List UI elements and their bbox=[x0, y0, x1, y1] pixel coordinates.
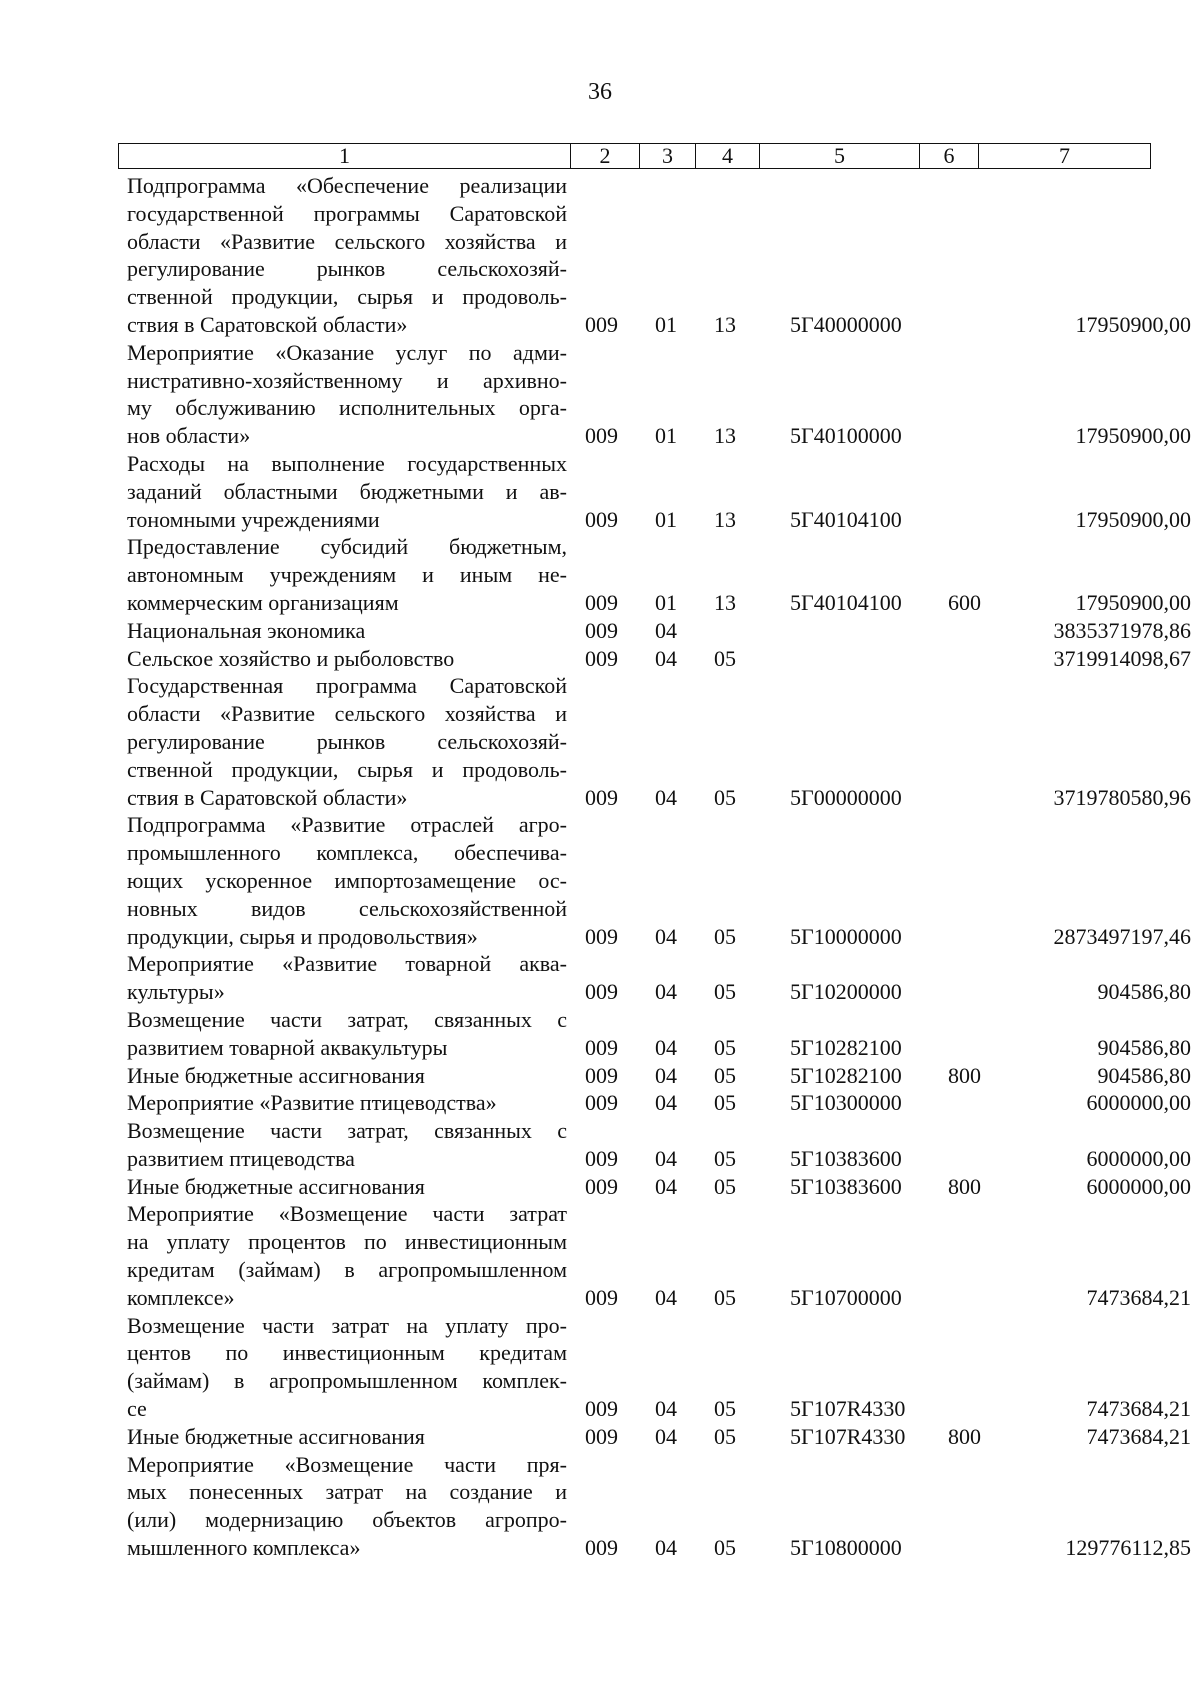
section-code: 01 bbox=[655, 423, 677, 449]
description-line: Возмещение части затрат, связанных с bbox=[127, 1118, 567, 1144]
row-description bbox=[127, 1423, 567, 1451]
description-line: государственной программы Саратовской bbox=[127, 200, 567, 226]
description-line: се bbox=[127, 1396, 147, 1422]
table-row bbox=[127, 811, 1191, 950]
amount: 17950900,00 bbox=[1075, 589, 1191, 615]
subsection-code: 05 bbox=[714, 1173, 736, 1199]
subsection-code: 13 bbox=[714, 589, 736, 615]
description-line: промышленного комплекса, обеспечива- bbox=[127, 840, 567, 866]
subsection-code: 05 bbox=[714, 1535, 736, 1561]
amount: 6000000,00 bbox=[1086, 1090, 1191, 1116]
table-row bbox=[127, 1117, 1191, 1173]
description-line: Мероприятие «Возмещение части затрат bbox=[127, 1201, 567, 1227]
description-line: Сельское хозяйство и рыболовство bbox=[127, 645, 455, 671]
target-article-code: 5Г10000000 bbox=[790, 923, 902, 949]
description-line: Мероприятие «Развитие товарной аква- bbox=[127, 951, 567, 977]
page-number: 36 bbox=[588, 79, 612, 105]
description-line: кредитам (займам) в агропромышленном bbox=[127, 1257, 567, 1283]
description-line: Расходы на выполнение государственных bbox=[127, 450, 567, 476]
amount: 17950900,00 bbox=[1075, 423, 1191, 449]
description-line: Подпрограмма «Развитие отраслей агро- bbox=[127, 812, 567, 838]
description-line: му обслуживанию исполнительных орга- bbox=[127, 395, 567, 421]
description-line: Мероприятие «Оказание услуг по адми- bbox=[127, 339, 567, 365]
row-description bbox=[127, 1006, 567, 1062]
section-code: 01 bbox=[655, 589, 677, 615]
description-line: Возмещение части затрат, связанных с bbox=[127, 1006, 567, 1032]
header-cell-3: 3 bbox=[640, 144, 696, 168]
amount: 17950900,00 bbox=[1075, 311, 1191, 337]
target-article-code: 5Г10800000 bbox=[790, 1535, 902, 1561]
table-row bbox=[127, 1200, 1191, 1311]
row-description bbox=[127, 1451, 567, 1562]
row-description bbox=[127, 1173, 567, 1201]
row-description bbox=[127, 617, 567, 645]
ministry-code: 009 bbox=[585, 645, 618, 671]
header-cell-5: 5 bbox=[760, 144, 920, 168]
amount: 904586,80 bbox=[1097, 979, 1191, 1005]
ministry-code: 009 bbox=[585, 923, 618, 949]
amount: 6000000,00 bbox=[1086, 1145, 1191, 1171]
ministry-code: 009 bbox=[585, 617, 618, 643]
section-code: 04 bbox=[655, 979, 677, 1005]
table-row bbox=[127, 617, 1191, 645]
target-article-code: 5Г107R4330 bbox=[790, 1423, 906, 1449]
description-line: Подпрограмма «Обеспечение реализации bbox=[127, 173, 567, 198]
expense-type-code: 800 bbox=[948, 1423, 981, 1449]
description-line: Иные бюджетные ассигнования bbox=[127, 1062, 425, 1088]
table-row bbox=[127, 1451, 1191, 1562]
description-line: коммерческим организациям bbox=[127, 589, 399, 615]
description-line: Предоставление субсидий бюджетным, bbox=[127, 534, 567, 560]
ministry-code: 009 bbox=[585, 311, 618, 337]
section-code: 04 bbox=[655, 645, 677, 671]
description-line: культуры» bbox=[127, 979, 225, 1005]
description-line: области «Развитие сельского хозяйства и bbox=[127, 701, 567, 727]
row-description bbox=[127, 1200, 567, 1311]
table-row bbox=[127, 1312, 1191, 1423]
expense-type-code: 800 bbox=[948, 1173, 981, 1199]
ministry-code: 009 bbox=[585, 589, 618, 615]
description-line: мых понесенных затрат на создание и bbox=[127, 1479, 567, 1505]
target-article-code: 5Г10200000 bbox=[790, 979, 902, 1005]
table-row bbox=[127, 950, 1191, 1006]
description-line: (займам) в агропромышленном комплек- bbox=[127, 1368, 567, 1394]
row-description bbox=[127, 672, 567, 811]
row-description bbox=[127, 339, 567, 450]
table-row bbox=[127, 450, 1191, 533]
target-article-code: 5Г10282100 bbox=[790, 1034, 902, 1060]
description-line: Возмещение части затрат на уплату про- bbox=[127, 1312, 567, 1338]
target-article-code: 5Г10300000 bbox=[790, 1090, 902, 1116]
description-line: (или) модернизацию объектов агропро- bbox=[127, 1507, 567, 1533]
row-description bbox=[127, 811, 567, 950]
table-row bbox=[127, 172, 1191, 339]
table-row bbox=[127, 1089, 1191, 1117]
ministry-code: 009 bbox=[585, 1173, 618, 1199]
row-description bbox=[127, 533, 567, 616]
expense-type-code: 600 bbox=[948, 589, 981, 615]
ministry-code: 009 bbox=[585, 1535, 618, 1561]
subsection-code: 05 bbox=[714, 784, 736, 810]
target-article-code: 5Г10383600 bbox=[790, 1173, 902, 1199]
description-line: мышленного комплекса» bbox=[127, 1535, 361, 1561]
description-line: центов по инвестиционным кредитам bbox=[127, 1340, 567, 1366]
ministry-code: 009 bbox=[585, 1062, 618, 1088]
description-line: заданий областными бюджетными и ав- bbox=[127, 478, 567, 504]
description-line: Национальная экономика bbox=[127, 617, 366, 643]
subsection-code: 05 bbox=[714, 1090, 736, 1116]
subsection-code: 05 bbox=[714, 1284, 736, 1310]
target-article-code: 5Г40104100 bbox=[790, 506, 902, 532]
description-line: ственной продукции, сырья и продоволь- bbox=[127, 284, 567, 310]
row-description bbox=[127, 950, 567, 1006]
ministry-code: 009 bbox=[585, 1396, 618, 1422]
subsection-code: 05 bbox=[714, 1396, 736, 1422]
description-line: автономным учреждениям и иным не- bbox=[127, 562, 567, 588]
subsection-code: 05 bbox=[714, 645, 736, 671]
target-article-code: 5Г10700000 bbox=[790, 1284, 902, 1310]
table-row bbox=[127, 533, 1191, 616]
table-row bbox=[127, 645, 1191, 673]
section-code: 04 bbox=[655, 784, 677, 810]
header-cell-7: 7 bbox=[1059, 143, 1070, 168]
section-code: 01 bbox=[655, 506, 677, 532]
description-line: развитием товарной аквакультуры bbox=[127, 1034, 448, 1060]
amount: 7473684,21 bbox=[1086, 1396, 1191, 1422]
section-code: 04 bbox=[655, 1284, 677, 1310]
section-code: 04 bbox=[655, 923, 677, 949]
subsection-code: 13 bbox=[714, 423, 736, 449]
ministry-code: 009 bbox=[585, 1090, 618, 1116]
description-line: тономными учреждениями bbox=[127, 506, 380, 532]
amount: 2873497197,46 bbox=[1053, 923, 1191, 949]
description-line: комплексе» bbox=[127, 1284, 235, 1310]
target-article-code: 5Г10282100 bbox=[790, 1062, 902, 1088]
table-row bbox=[127, 1006, 1191, 1062]
description-line: Мероприятие «Возмещение части пря- bbox=[127, 1451, 567, 1477]
description-line: на уплату процентов по инвестиционным bbox=[127, 1229, 567, 1255]
section-code: 04 bbox=[655, 1423, 677, 1449]
target-article-code: 5Г10383600 bbox=[790, 1145, 902, 1171]
subsection-code: 05 bbox=[714, 1423, 736, 1449]
description-line: области «Развитие сельского хозяйства и bbox=[127, 228, 567, 254]
description-line: регулирование рынков сельскохозяй- bbox=[127, 728, 567, 754]
description-line: нистративно-хозяйственному и архивно- bbox=[127, 367, 567, 393]
header-cell-2: 2 bbox=[571, 144, 640, 168]
target-article-code: 5Г00000000 bbox=[790, 784, 902, 810]
row-description bbox=[127, 450, 567, 533]
ministry-code: 009 bbox=[585, 784, 618, 810]
amount: 3719914098,67 bbox=[1053, 645, 1191, 671]
row-description bbox=[127, 172, 567, 339]
row-description bbox=[127, 1312, 567, 1423]
description-line: Иные бюджетные ассигнования bbox=[127, 1173, 425, 1199]
description-line: развитием птицеводства bbox=[127, 1145, 355, 1171]
subsection-code: 05 bbox=[714, 923, 736, 949]
section-code: 04 bbox=[655, 617, 677, 643]
expense-type-code: 800 bbox=[948, 1062, 981, 1088]
section-code: 04 bbox=[655, 1173, 677, 1199]
table-row bbox=[127, 672, 1191, 811]
ministry-code: 009 bbox=[585, 1423, 618, 1449]
section-code: 04 bbox=[655, 1535, 677, 1561]
row-description bbox=[127, 1117, 567, 1173]
description-line: ствия в Саратовской области» bbox=[127, 784, 408, 810]
subsection-code: 05 bbox=[714, 1034, 736, 1060]
subsection-code: 05 bbox=[714, 1145, 736, 1171]
amount: 3719780580,96 bbox=[1053, 784, 1191, 810]
target-article-code: 5Г40100000 bbox=[790, 423, 902, 449]
amount: 7473684,21 bbox=[1086, 1284, 1191, 1310]
table-body bbox=[127, 172, 1191, 1562]
table-row bbox=[127, 1423, 1191, 1451]
table-row bbox=[127, 1173, 1191, 1201]
section-code: 04 bbox=[655, 1062, 677, 1088]
row-description bbox=[127, 1089, 567, 1117]
description-line: регулирование рынков сельскохозяй- bbox=[127, 256, 567, 282]
description-line: нов области» bbox=[127, 423, 251, 449]
ministry-code: 009 bbox=[585, 506, 618, 532]
subsection-code: 13 bbox=[714, 506, 736, 532]
amount: 129776112,85 bbox=[1065, 1535, 1191, 1561]
description-line: ющих ускоренное импортозамещение ос- bbox=[127, 867, 567, 893]
ministry-code: 009 bbox=[585, 1284, 618, 1310]
table-row bbox=[127, 339, 1191, 450]
description-line: ствия в Саратовской области» bbox=[127, 311, 408, 337]
ministry-code: 009 bbox=[585, 979, 618, 1005]
amount: 6000000,00 bbox=[1086, 1173, 1191, 1199]
subsection-code: 05 bbox=[714, 1062, 736, 1088]
ministry-code: 009 bbox=[585, 1034, 618, 1060]
section-code: 01 bbox=[655, 311, 677, 337]
description-line: Мероприятие «Развитие птицеводства» bbox=[127, 1090, 497, 1116]
amount: 904586,80 bbox=[1097, 1034, 1191, 1060]
amount: 17950900,00 bbox=[1075, 506, 1191, 532]
description-line: продукции, сырья и продовольствия» bbox=[127, 923, 478, 949]
table-header-row bbox=[118, 143, 1151, 169]
section-code: 04 bbox=[655, 1034, 677, 1060]
description-line: Государственная программа Саратовской bbox=[127, 673, 567, 699]
amount: 904586,80 bbox=[1097, 1062, 1191, 1088]
description-line: ственной продукции, сырья и продоволь- bbox=[127, 756, 567, 782]
subsection-code: 13 bbox=[714, 311, 736, 337]
target-article-code: 5Г40000000 bbox=[790, 311, 902, 337]
header-cell-6: 6 bbox=[920, 144, 979, 168]
subsection-code: 05 bbox=[714, 979, 736, 1005]
header-cell-4: 4 bbox=[696, 144, 760, 168]
target-article-code: 5Г107R4330 bbox=[790, 1396, 906, 1422]
row-description bbox=[127, 1062, 567, 1090]
amount: 3835371978,86 bbox=[1053, 617, 1191, 643]
ministry-code: 009 bbox=[585, 1145, 618, 1171]
amount: 7473684,21 bbox=[1086, 1423, 1191, 1449]
section-code: 04 bbox=[655, 1145, 677, 1171]
description-line: новных видов сельскохозяйственной bbox=[127, 895, 567, 921]
target-article-code: 5Г40104100 bbox=[790, 589, 902, 615]
section-code: 04 bbox=[655, 1090, 677, 1116]
table-row bbox=[127, 1062, 1191, 1090]
header-cell-1: 1 bbox=[119, 144, 571, 168]
ministry-code: 009 bbox=[585, 423, 618, 449]
row-description bbox=[127, 645, 567, 673]
description-line: Иные бюджетные ассигнования bbox=[127, 1423, 425, 1449]
section-code: 04 bbox=[655, 1396, 677, 1422]
